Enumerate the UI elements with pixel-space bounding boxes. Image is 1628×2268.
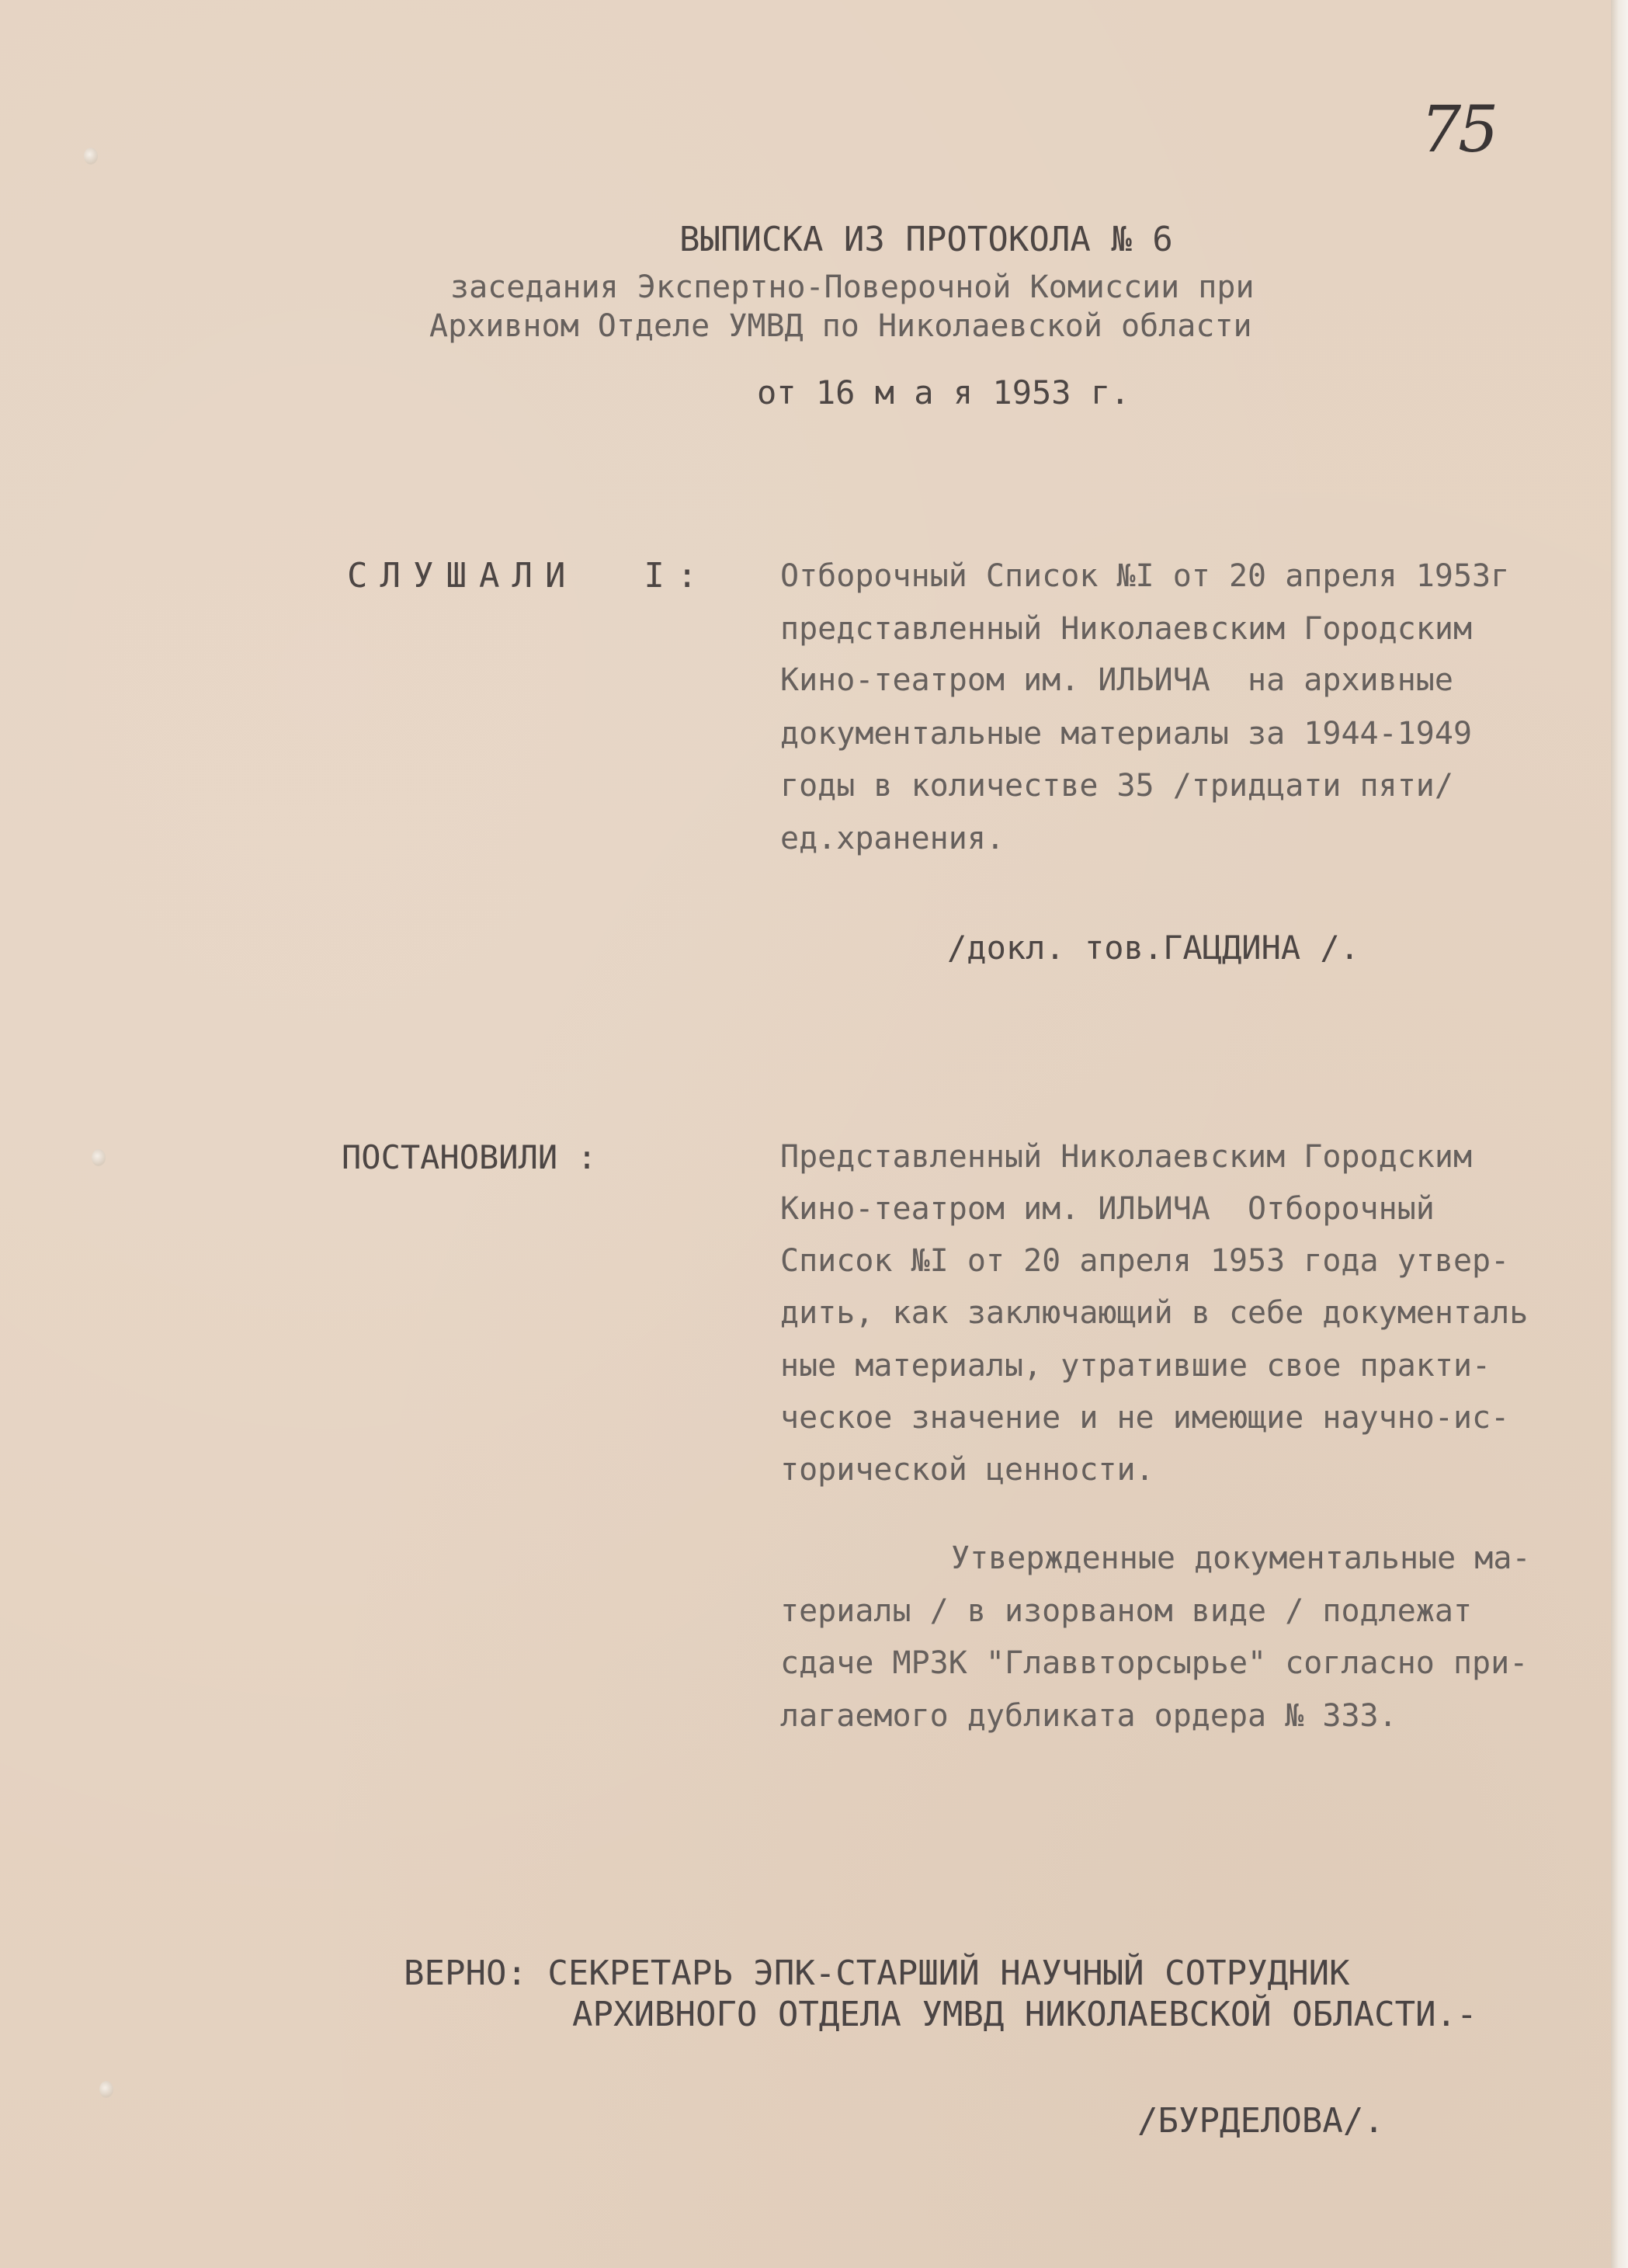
resolved-text-line: сдаче МРЗК "Главвторсырье" согласно при-	[780, 1645, 1529, 1681]
document-title: ВЫПИСКА ИЗ ПРОТОКОЛА № 6	[679, 220, 1173, 259]
document-date: от 16 м а я 1953 г.	[757, 373, 1130, 412]
resolved-text-line: Утвержденные документальные ма-	[951, 1540, 1531, 1576]
signature-name: /БУРДЕЛОВА/.	[1137, 2101, 1384, 2141]
resolved-text-line: дить, как заключающий в себе документаль	[780, 1295, 1529, 1331]
title-subline: заседания Экспертно-Поверочной Комиссии при	[450, 269, 1255, 305]
attestation-line: АРХИВНОГО ОТДЕЛА УМВД НИКОЛАЕВСКОЙ ОБЛАСТИ.-	[572, 1995, 1477, 2034]
title-subline: Архивном Отделе УМВД по Николаевской области	[429, 308, 1252, 344]
resolved-text-line: Список №I от 20 апреля 1953 года утвер-	[780, 1243, 1510, 1279]
reporter-note: /докл. тов.ГАЦДИНА /.	[947, 929, 1360, 967]
heard-text-line: представленный Николаевским Городским	[780, 611, 1473, 647]
punch-hole	[99, 2081, 113, 2098]
resolved-text-line: лагаемого дубликата ордера № 333.	[780, 1698, 1397, 1734]
resolved-text-line: Кино-театром им. ИЛЬИЧА Отборочный	[780, 1191, 1435, 1227]
heard-text-line: Кино-театром им. ИЛЬИЧА на архивные	[780, 662, 1453, 698]
resolved-section-label: ПОСТАНОВИЛИ :	[342, 1138, 597, 1176]
heard-text-line: документальные материалы за 1944-1949	[780, 716, 1473, 752]
paper-edge	[1611, 0, 1628, 2268]
punch-hole	[92, 1149, 106, 1166]
resolved-text-line: териалы / в изорваном виде / подлежат	[780, 1593, 1473, 1629]
resolved-text-line: ческое значение и не имеющие научно-ис-	[780, 1400, 1510, 1436]
heard-text-line: ед.хранения.	[780, 821, 1005, 856]
resolved-text-line: Представленный Николаевским Городским	[780, 1139, 1473, 1175]
folio-number: 75	[1421, 93, 1496, 167]
heard-text-line: Отборочный Список №I от 20 апреля 1953г	[780, 558, 1510, 594]
heard-section-label: СЛУШАЛИ I:	[347, 556, 710, 596]
attestation-line: ВЕРНО: СЕКРЕТАРЬ ЭПК-СТАРШИЙ НАУЧНЫЙ СОТРУДНИК	[404, 1954, 1350, 1993]
heard-text-line: годы в количестве 35 /тридцати пяти/	[780, 768, 1453, 804]
resolved-text-line: ные материалы, утратившие свое практи-	[780, 1348, 1491, 1384]
punch-hole	[84, 148, 98, 165]
resolved-text-line: торической ценности.	[780, 1452, 1154, 1488]
